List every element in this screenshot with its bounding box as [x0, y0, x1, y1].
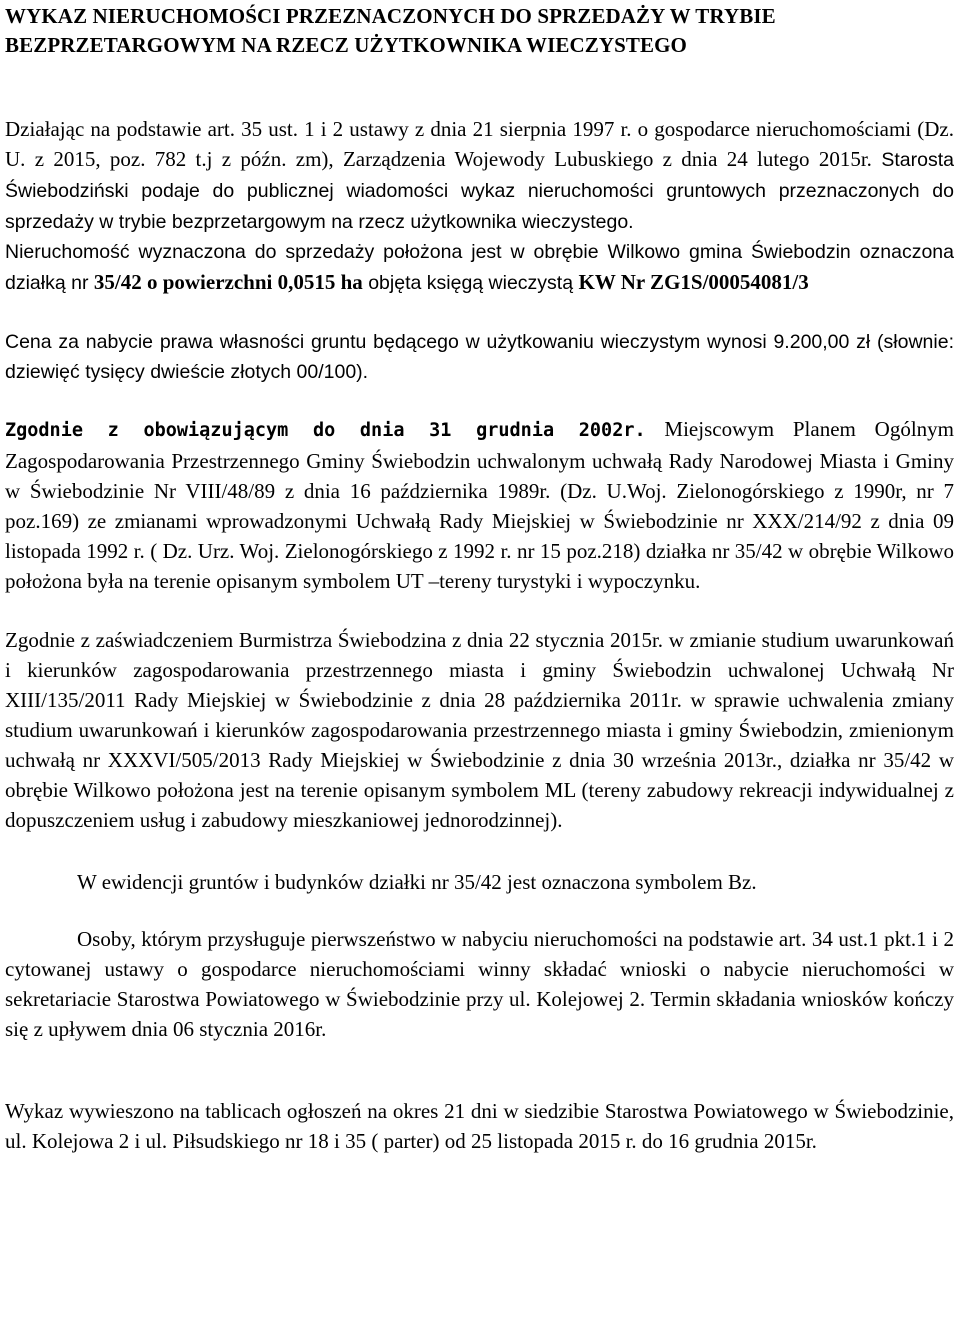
spacer: [5, 298, 954, 327]
price-paragraph: Cena za nabycie prawa własności gruntu będącego w użytkowaniu wieczystym wynosi 9.200,00 zł (słownie: dziewięć tysięcy dwieście złotych 00/100).: [5, 331, 954, 383]
document-title: WYKAZ NIERUCHOMOŚCI PRZEZNACZONYCH DO SPRZEDAŻY W TRYBIE BEZPRZETARGOWYM NA RZECZ UŻYTKOWNIKA WIECZYSTEGO: [5, 4, 776, 57]
posting-paragraph: Wykaz wywieszono na tablicach ogłoszeń na okres 21 dni w siedzibie Starostwa Powiatowego w Świebodzinie, ul. Kolejowa 2 i ul. Piłsudskiego nr 18 i 35 ( parter) od 25 listopada 2015 r. do 16 grudnia 2015r.: [5, 1099, 954, 1153]
spacer: [5, 835, 954, 867]
land-registry-paragraph: W ewidencji gruntów i budynków działki nr 35/42 jest oznaczona symbolem Bz.: [77, 870, 757, 894]
certificate-paragraph: Zgodnie z zaświadczeniem Burmistrza Świebodzina z dnia 22 stycznia 2015r. w zmianie studium uwarunkowań i kierunków zagospodarowania przestrzennego miasta i gminy Świebodzin uchwalonej Uchwałą Nr XIII/135/2011 Rady Miejskiej w Świebodzinie z dnia 28 października 2011r. w sprawie uchwalenia zmiany studium uwarunkowań i kierunków zagospodarowania przestrzennego miasta i gminy Świebodzin, zmienionym uchwałą nr XXXVI/505/2013 Rady Miejskiej w Świebodzinie z dnia 30 września 2013r., działka nr 35/42 w obrębie Wilkowo położona jest na terenie opisanym symbolem ML (tereny zabudowy rekreacji indywidualnej z dopuszczeniem usług i zabudowy mieszkaniowej jednorodzinnej).: [5, 628, 954, 832]
zoning-plan-text: Miejscowym Planem Ogólnym Zagospodarowania Przestrzennego Gminy Świebodzin uchwalonym uchwałą Rady Narodowej Miasta i Gminy w Świebodzinie Nr VIII/48/89 z dnia 16 października 1989r. (Dz. U.Woj. Zielonogórskiego z 1990r, nr 7 poz.169) ze zmianami wprowadzonymi Uchwałą Rady Miejskiej w Świebodzinie nr XXX/214/92 z dnia 09 listopada 1992 r. ( Dz. Urz. Woj. Zielonogórskiego z 1992 r. nr 15 poz.218) działka nr 35/42 w obrębie Wilkowo położona była na terenie opisanym symbolem UT –tereny turystyki i wypoczynku.: [5, 417, 954, 593]
property-paragraph: [5, 237, 954, 298]
spacer: [5, 897, 954, 924]
land-register-number: KW Nr ZG1S/00054081/3: [578, 270, 809, 294]
announcement-text: Starosta Świebodziński podaje do publicznej wiadomości wykaz nieruchomości gruntowych przeznaczonych do sprzedaży w trybie bezprzetargowym na rzecz użytkownika wieczystego.: [5, 149, 954, 233]
property-location-text: Nieruchomość wyznaczona do sprzedaży położona jest w obrębie Wilkowo gmina Świebodzin oznaczona działką nr: [5, 241, 954, 294]
parcel-area-text: 35/42 o powierzchni 0,0515 ha: [93, 270, 363, 294]
land-register-text: objęta księgą wieczystą: [362, 272, 579, 294]
spacer: [5, 596, 954, 625]
zoning-plan-paragraph: [5, 414, 954, 596]
spacer: [5, 1044, 954, 1096]
spacer: [5, 387, 954, 414]
zoning-plan-heading: Zgodnie z obowiązującym do dnia 31 grudnia 2002r.: [5, 420, 646, 441]
spacer: [5, 60, 954, 114]
legal-basis-text: Działając na podstawie art. 35 ust. 1 i 2 ustawy z dnia 21 sierpnia 1997 r. o gospodarce nieruchomościami (Dz. U. z 2015, poz. 782 t.j z późn. zm), Zarządzenia Wojewody Lubuskiego z dnia 24 lutego 2015r.: [5, 117, 954, 171]
legal-basis-paragraph: [5, 114, 954, 237]
priority-paragraph: Osoby, którym przysługuje pierwszeństwo w nabyciu nieruchomości na podstawie art. 34 ust.1 pkt.1 i 2 cytowanej ustawy o gospodarce nieruchomościami winny składać wnioski o nabycie nieruchomości w sekretariacie Starostwa Powiatowego w Świebodzinie przy ul. Kolejowej 2. Termin składania wniosków kończy się z upływem dnia 06 stycznia 2016r.: [5, 927, 954, 1041]
